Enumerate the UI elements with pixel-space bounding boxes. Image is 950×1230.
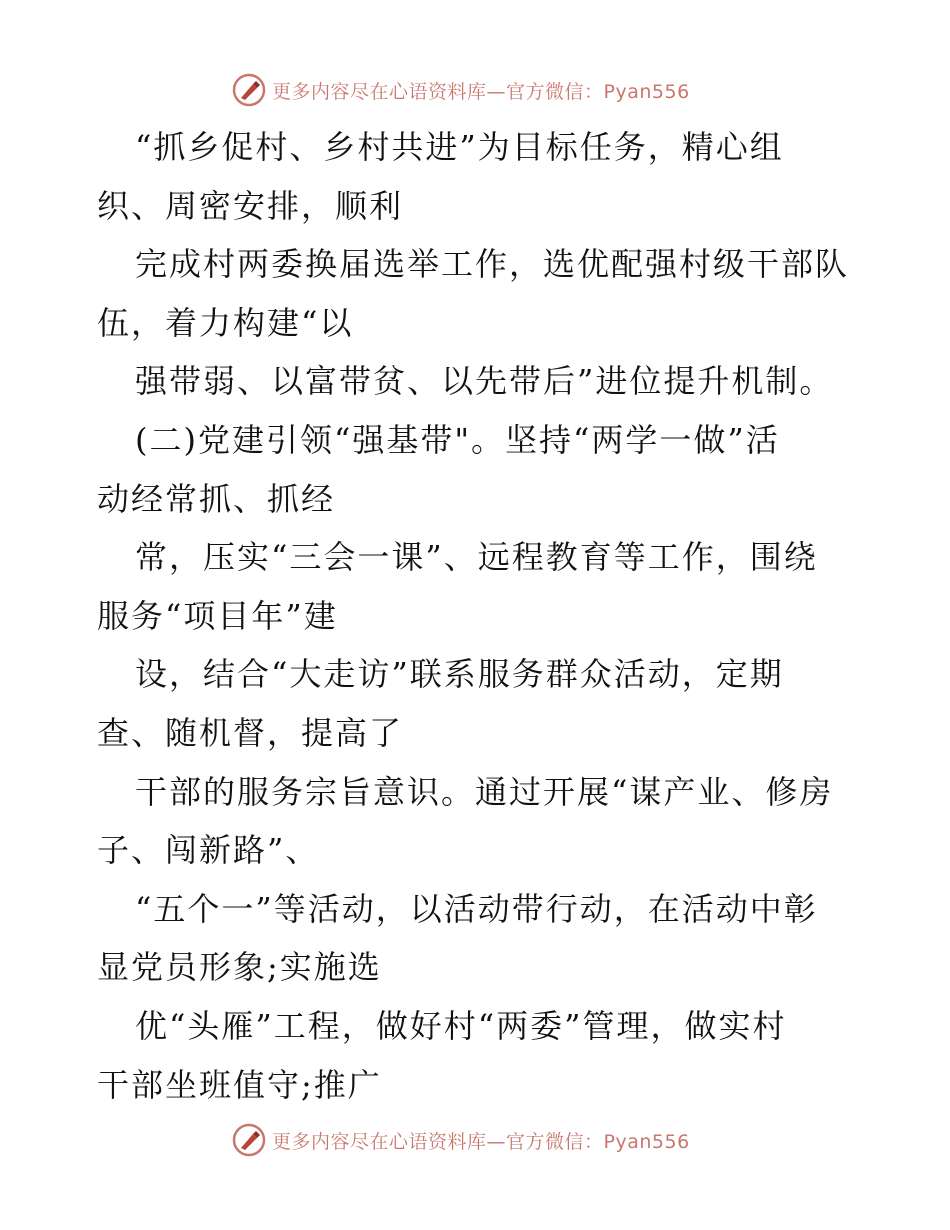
- text-line: “抓乡促村、乡村共进”为目标任务，精心组: [135, 128, 784, 166]
- text-line: 服务“项目年”建: [97, 596, 338, 635]
- text-line: 干部的服务宗旨意识。通过开展“谋产业、修房: [135, 772, 834, 811]
- text-line: 显党员形象;实施选: [97, 948, 382, 987]
- text-line: (二)党建引领“强基带"。坚持“两学一做”活: [135, 420, 780, 459]
- text-line: “五个一”等活动，以活动带行动，在活动中彰: [135, 889, 818, 928]
- text-line: 优“头雁”工程，做好村“两委”管理，做实村: [135, 1006, 787, 1045]
- header-banner: [232, 70, 690, 110]
- text-line: 动经常抓、抓经: [97, 479, 336, 518]
- footer-banner-text: 更多内容尽在心语资料库—官方微信：Pyan556: [272, 1130, 690, 1153]
- header-banner-text: 更多内容尽在心语资料库—官方微信：Pyan556: [272, 80, 690, 103]
- text-line: 设，结合“大走访”联系服务群众活动，定期: [135, 655, 784, 694]
- text-line: 查、随机督，提高了: [97, 713, 404, 752]
- pen-nib-logo-icon: [232, 73, 266, 107]
- text-line: 织、周密安排，顺利: [97, 186, 404, 225]
- text-line: 干部坐班值守;推广: [97, 1065, 382, 1104]
- text-line: 伍，着力构建“以: [97, 303, 354, 342]
- text-line: 子、闯新路”、: [97, 831, 320, 870]
- text-line: 强带弱、以富带贫、以先带后”进位提升机制。: [135, 362, 834, 401]
- pen-nib-logo-icon: [232, 1123, 266, 1157]
- document-body: [97, 118, 857, 1114]
- footer-banner: [232, 1120, 690, 1160]
- text-line: 完成村两委换届选举工作，选优配强村级干部队: [135, 245, 850, 284]
- text-line: 常，压实“三会一课”、远程教育等工作，围绕: [135, 538, 818, 577]
